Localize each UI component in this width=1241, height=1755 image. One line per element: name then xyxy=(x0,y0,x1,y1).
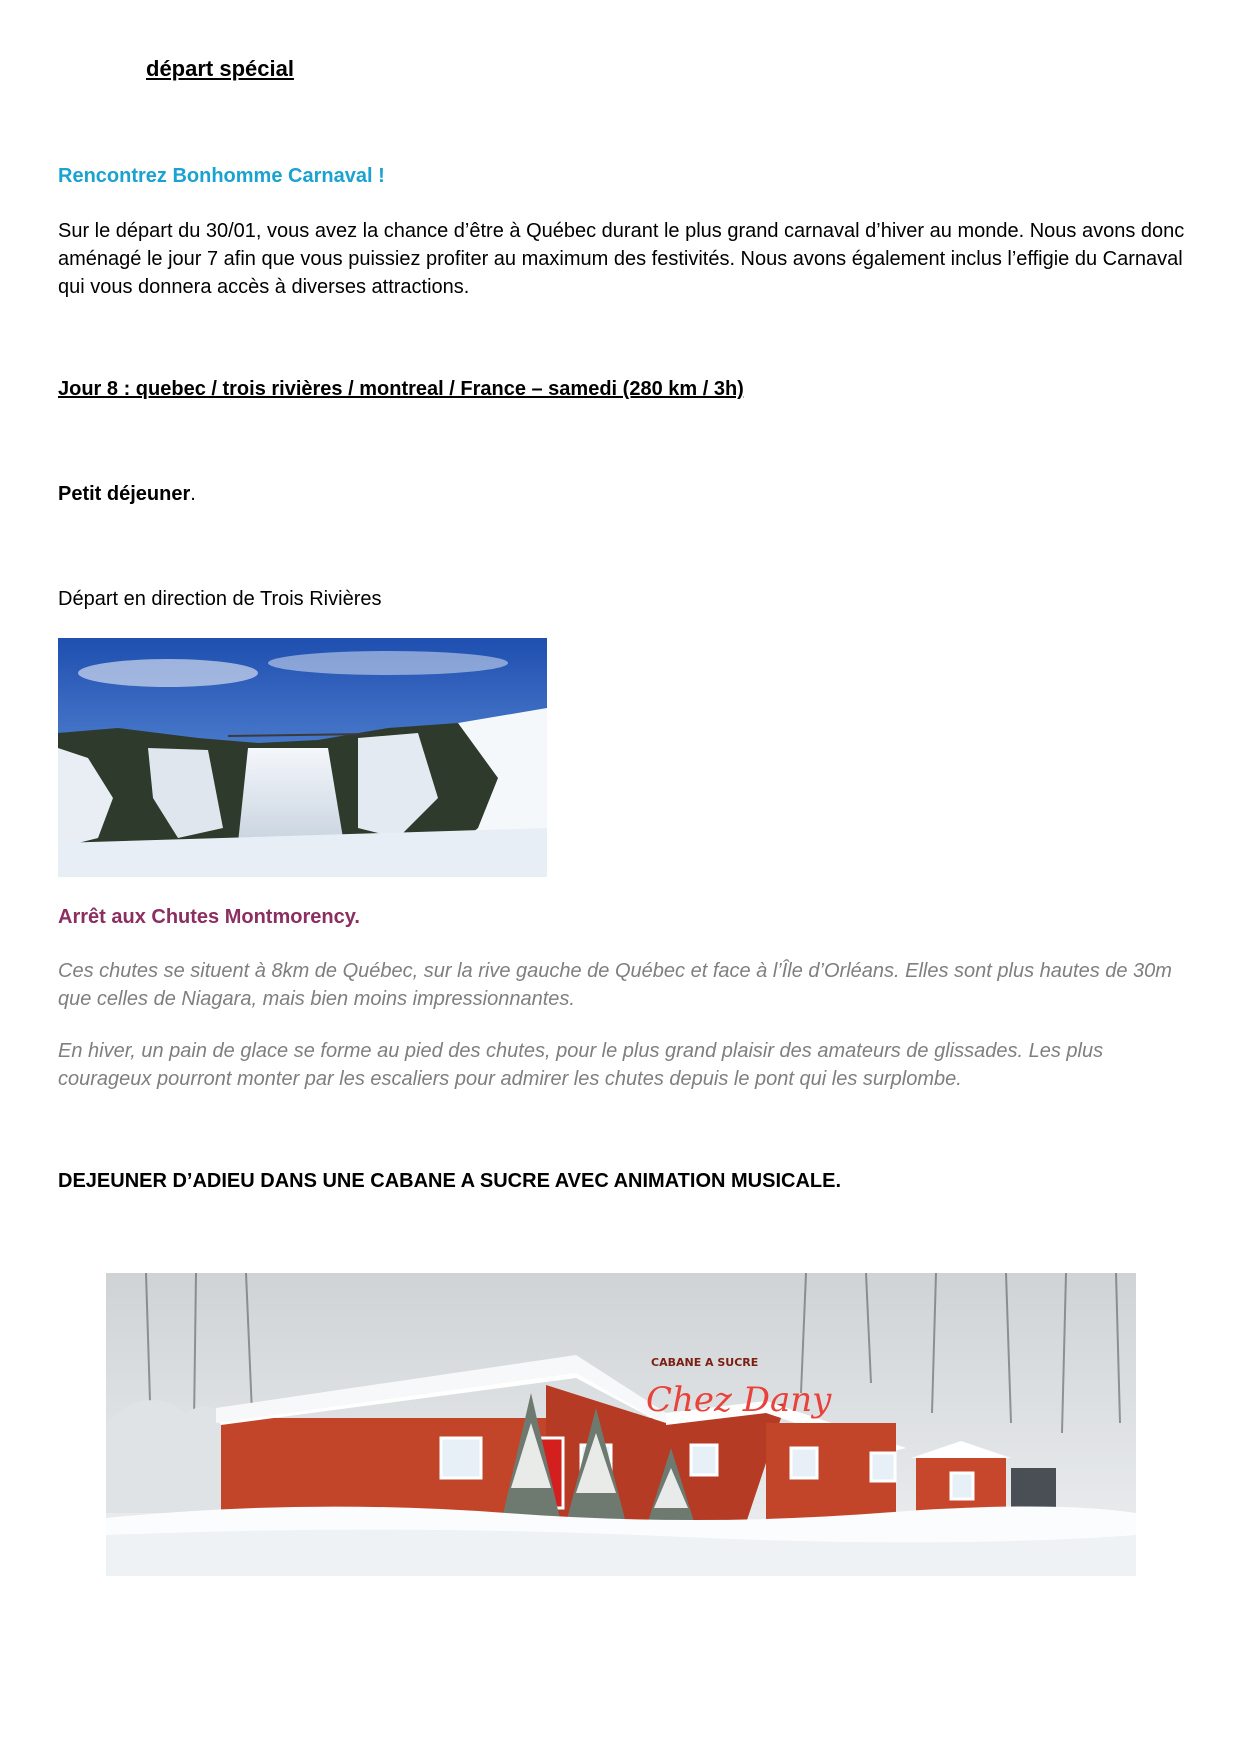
sugar-shack-photo xyxy=(106,1273,1136,1576)
falls-stop-title: Arrêt aux Chutes Montmorency. xyxy=(58,906,360,928)
page-title: départ spécial xyxy=(146,56,294,81)
day-heading: Jour 8 : quebec / trois rivières / montreal / France – samedi (280 km / 3h) xyxy=(58,378,744,400)
carnival-subtitle: Rencontrez Bonhomme Carnaval ! xyxy=(58,165,385,187)
shack-sign-small: CABANE A SUCRE xyxy=(651,1356,759,1369)
breakfast-label: Petit déjeuner xyxy=(58,483,191,505)
falls-description-2: En hiver, un pain de glace se forme au pied des chutes, pour le plus grand plaisir des amateurs de glissades. Les plus courageux pourront monter par les escaliers pour admirer les chutes depuis le pont qui les surplombe. xyxy=(58,1040,1104,1090)
sugar-shack-illustration xyxy=(106,1273,1136,1576)
departure-line: Départ en direction de Trois Rivières xyxy=(58,588,382,610)
waterfall-illustration xyxy=(58,638,547,877)
lunch-heading: DEJEUNER D’ADIEU DANS UNE CABANE A SUCRE AVEC ANIMATION MUSICALE. xyxy=(58,1170,842,1192)
falls-description-1: Ces chutes se situent à 8km de Québec, sur la rive gauche de Québec et face à l’Île d’Orléans. Elles sont plus hautes de 30m que celles de Niagara, mais bien moins impressionnantes. xyxy=(58,960,1172,1010)
breakfast-line xyxy=(58,483,196,506)
breakfast-suffix: . xyxy=(190,483,196,505)
shack-sign-script: Chez Dany xyxy=(646,1380,832,1420)
carnival-paragraph: Sur le départ du 30/01, vous avez la chance d’être à Québec durant le plus grand carnaval d’hiver au monde. Nous avons donc aménagé le jour 7 afin que vous puissiez profiter au maximum des festivités. Nous avons également inclus l’effigie du Carnaval qui vous donnera accès à diverses attractions. xyxy=(58,220,1185,298)
waterfall-photo xyxy=(58,638,547,877)
